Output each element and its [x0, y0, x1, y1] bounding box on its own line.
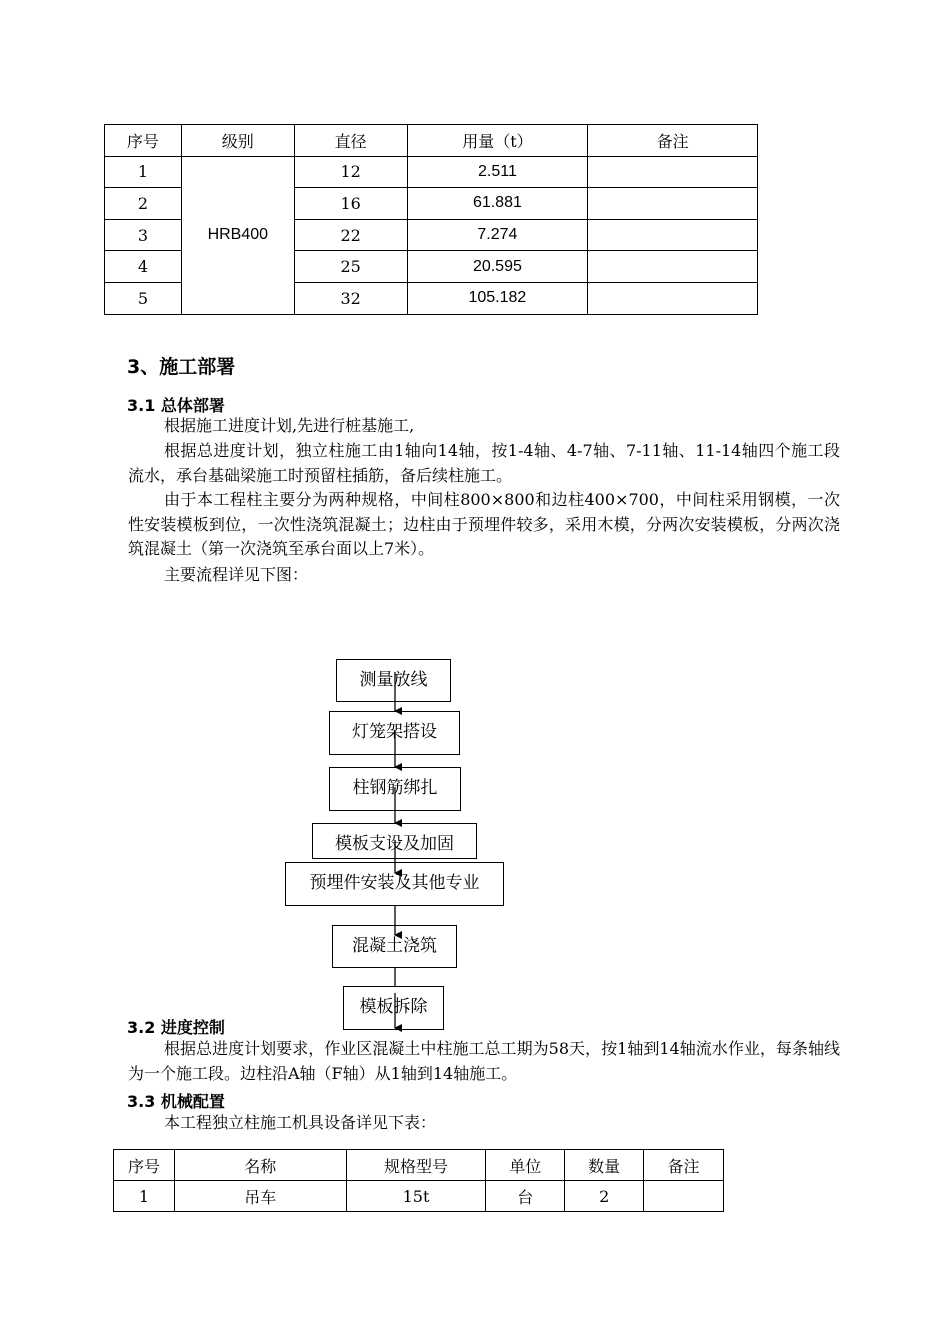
cell-no: 1	[114, 1181, 175, 1212]
cell-no: 2	[105, 188, 182, 220]
cell-quantity: 61.881	[407, 188, 588, 220]
flow-step-embedded-parts: 预埋件安装及其他专业	[285, 862, 504, 906]
header-quantity: 用量（t）	[407, 125, 588, 157]
header-spec: 规格型号	[346, 1150, 486, 1181]
cell-spec: 15t	[346, 1181, 486, 1212]
paragraph: 根据施工进度计划,先进行桩基施工,	[164, 416, 415, 435]
header-unit: 单位	[486, 1150, 565, 1181]
subsection-title-schedule: 3.2 进度控制	[127, 1018, 225, 1037]
cell-grade: HRB400	[181, 156, 294, 314]
cell-no: 5	[105, 282, 182, 314]
cell-note	[588, 156, 758, 188]
flow-step-rebar: 柱钢筋绑扎	[329, 767, 461, 811]
paragraph: 由于本工程柱主要分为两种规格，中间柱800×800和边柱400×700，中间柱采用钢模，一次性安装模板到位，一次性浇筑混凝土；边柱由于预埋件较多，采用木模，分两次安装模板，分两次浇筑混凝土（第一次浇筑至承台面以上7米）。	[128, 490, 840, 558]
section-title: 3、施工部署	[127, 356, 236, 378]
header-name: 名称	[174, 1150, 346, 1181]
header-note: 备注	[588, 125, 758, 157]
header-grade: 级别	[181, 125, 294, 157]
paragraph: 根据总进度计划要求，作业区混凝土中柱施工总工期为58天，按1轴到14轴流水作业，每条轴线为一个施工段。边柱沿A轴（F轴）从1轴到14轴施工。	[128, 1039, 840, 1083]
cell-note	[588, 282, 758, 314]
cell-no: 1	[105, 156, 182, 188]
cell-diameter: 12	[294, 156, 407, 188]
flow-step-formwork-removal: 模板拆除	[343, 986, 444, 1030]
table-header-row	[114, 1150, 724, 1181]
header-diameter: 直径	[294, 125, 407, 157]
table-row	[105, 156, 758, 188]
header-no: 序号	[114, 1150, 175, 1181]
table-row	[114, 1181, 724, 1212]
machinery-table	[113, 1149, 724, 1212]
cell-diameter: 32	[294, 282, 407, 314]
cell-no: 4	[105, 251, 182, 283]
cell-note	[588, 188, 758, 220]
cell-diameter: 22	[294, 219, 407, 251]
cell-note	[644, 1181, 724, 1212]
cell-quantity: 7.274	[407, 219, 588, 251]
rebar-usage-table	[104, 124, 758, 315]
cell-diameter: 25	[294, 251, 407, 283]
cell-diameter: 16	[294, 188, 407, 220]
flow-step-formwork: 模板支设及加固	[312, 823, 477, 859]
cell-quantity: 2.511	[407, 156, 588, 188]
paragraph: 本工程独立柱施工机具设备详见下表：	[164, 1113, 437, 1132]
cell-quantity: 20.595	[407, 251, 588, 283]
cell-no: 3	[105, 219, 182, 251]
cell-note	[588, 219, 758, 251]
flow-step-concrete: 混凝土浇筑	[332, 925, 457, 968]
flow-step-scaffold: 灯笼架搭设	[329, 711, 460, 755]
cell-unit: 台	[486, 1181, 565, 1212]
cell-name: 吊车	[174, 1181, 346, 1212]
subsection-title-overall: 3.1 总体部署	[127, 396, 225, 415]
cell-note	[588, 251, 758, 283]
flow-step-survey: 测量放线	[336, 659, 451, 702]
cell-quantity: 2	[565, 1181, 644, 1212]
cell-quantity: 105.182	[407, 282, 588, 314]
subsection-title-machinery: 3.3 机械配置	[127, 1092, 225, 1111]
paragraph: 主要流程详见下图：	[164, 565, 309, 584]
table-header-row	[105, 125, 758, 157]
header-no: 序号	[105, 125, 182, 157]
header-quantity: 数量	[565, 1150, 644, 1181]
header-note: 备注	[644, 1150, 724, 1181]
paragraph: 根据总进度计划，独立柱施工由1轴向14轴，按1-4轴、4-7轴、7-11轴、11-14轴四个施工段流水，承台基础梁施工时预留柱插筋，备后续柱施工。	[128, 441, 840, 485]
